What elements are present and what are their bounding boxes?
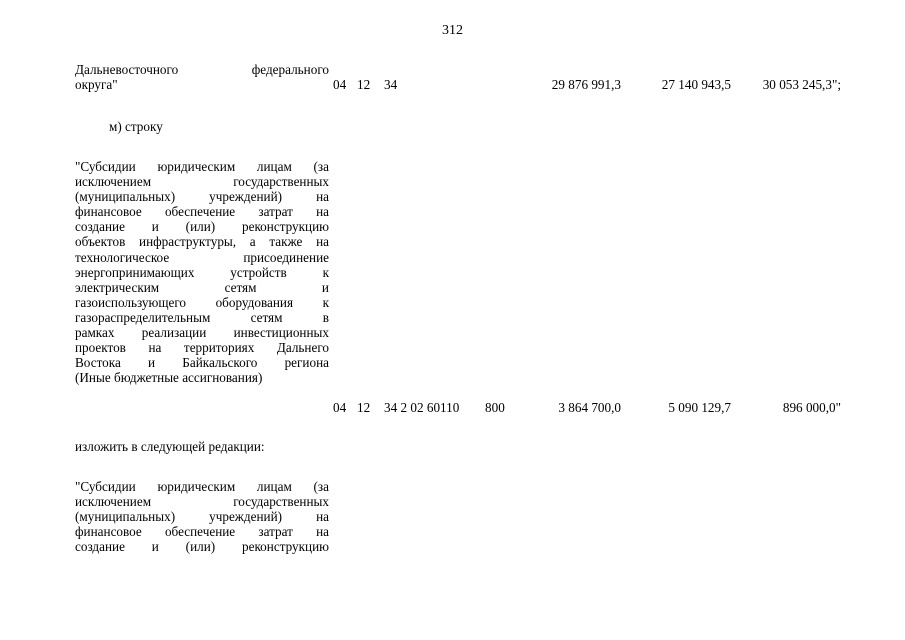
description-line: исключением государственных [75, 494, 329, 510]
budget-item-description [75, 159, 329, 385]
description-line: энергопринимающих устройств к [75, 264, 329, 280]
description-line: объектов инфраструктуры, а также на [75, 234, 329, 250]
description-line: технологическое присоединение [75, 249, 329, 265]
amount-2019: 3 864 700,0 [558, 400, 621, 415]
instruction-line: м) строку [109, 119, 163, 134]
description-line: рамках реализации инвестиционных [75, 325, 329, 341]
description-line: финансовое обеспечение затрат на [75, 204, 329, 220]
description-line: создание и (или) реконструкцию [75, 219, 329, 235]
description-line: финансовое обеспечение затрат на [75, 524, 329, 540]
description-line: Востока и Байкальского региона [75, 355, 329, 371]
description-line: электрическим сетям и [75, 279, 329, 295]
section-code: 12 [357, 77, 371, 92]
description-line: Дальневосточного федерального [75, 62, 329, 77]
target-article-code: 34 2 02 60110 [384, 400, 460, 415]
expense-type-code: 800 [485, 400, 505, 415]
amount-2020: 27 140 943,5 [661, 77, 731, 92]
amount-2021: 30 053 245,3"; [762, 77, 841, 92]
description-line: (муниципальных) учреждений) на [75, 189, 329, 205]
description-line: округа" [75, 77, 118, 93]
amount-2019: 29 876 991,3 [551, 77, 621, 92]
description-line: создание и (или) реконструкцию [75, 539, 329, 555]
description-line: (муниципальных) учреждений) на [75, 509, 329, 525]
description-line: "Субсидии юридическим лицам (за [75, 159, 329, 174]
amount-2020: 5 090 129,7 [668, 400, 731, 415]
budget-item-description [75, 62, 329, 92]
section-code: 12 [357, 400, 371, 415]
page-number: 312 [442, 23, 463, 38]
budget-item-description [75, 479, 329, 554]
description-line: проектов на территориях Дальнего [75, 340, 329, 356]
description-line: "Субсидии юридическим лицам (за [75, 479, 329, 494]
description-line: газораспределительным сетям в [75, 309, 329, 325]
amount-2021: 896 000,0" [782, 400, 841, 415]
description-line: исключением государственных [75, 174, 329, 190]
ministry-code: 04 [333, 77, 347, 92]
description-line: газоиспользующего оборудования к [75, 294, 329, 310]
description-line: (Иные бюджетные ассигнования) [75, 370, 263, 386]
target-article-code: 34 [384, 77, 398, 92]
instruction-line: изложить в следующей редакции: [75, 439, 265, 454]
ministry-code: 04 [333, 400, 347, 415]
